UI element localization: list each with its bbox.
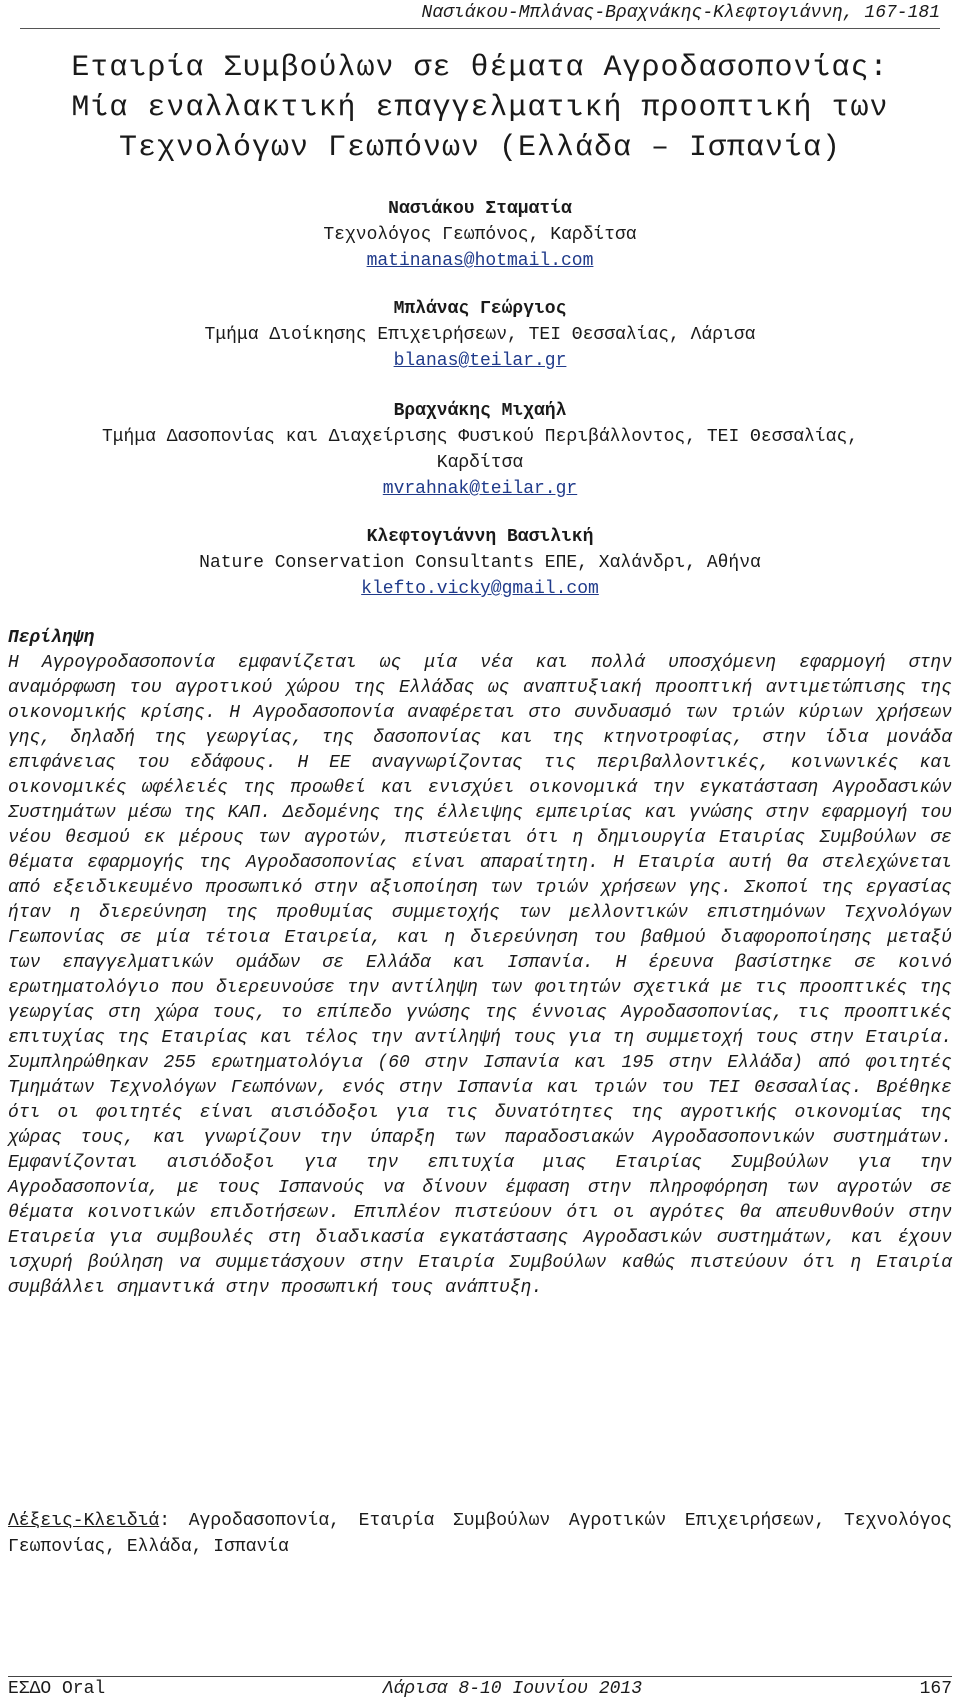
author-affiliation: Nature Conservation Consultants ΕΠΕ, Χαλάνδρι, Αθήνα [199, 553, 761, 573]
keywords-text: Αγροδασοπονία, Εταιρία Συμβούλων Αγροτικών Επιχειρήσεων, Τεχνολόγος Γεωπονίας, Ελλάδα, Ισπανία [8, 1511, 952, 1557]
author-email-link[interactable]: blanas@teilar.gr [393, 351, 567, 371]
author-affiliation: Τεχνολόγος Γεωπόνος, Καρδίτσα [323, 225, 637, 245]
abstract-text: Η Αγρογροδασοπονία εμφανίζεται ως μία νέα και πολλά υποσχόμενη εφαρμογή στην αναμόρφωση του αγροτικού χώρου της Ελλάδας ως αναπτυξιακή προοπτική αντιμετώπισης της οικονομικής κρίσης. Η Αγροδασοπονία αναφέρεται στο συνδυασμό των τριών κύριων χρήσεων γης, δηλαδή της γεωργίας, της δασοπονίας και της κτηνοτροφίας, στην ίδια μονάδα επιφάνειας του εδάφους. Η ΕΕ αναγνωρίζοντας τις περιβαλλοντικές, κοινωνικές και οικονομικές ωφέλειές της προωθεί και ενισχύει οικονομικά την εγκατάσταση Αγροδασικών Συστημάτων μέσω της ΚΑΠ. Δεδομένης της έλλειψης εμπειρίας και γνώσης στην εφαρμογή του νέου θεσμού εκ μέρους των αγροτών, πιστεύεται ότι η δημιουργία Εταιρίας Συμβούλων σε θέματα εφαρμογής της Αγροδασοπονίας είναι απαραίτητη. Η Εταιρία αυτή θα στελεχώνεται από εξειδικευμένο προσωπικό στην αξιοποίηση των τριών χρήσεων γης. Σκοποί της εργασίας ήταν η διερεύνηση της προθυμίας συμμετοχής των μελλοντικών επιστημόνων Τεχνολόγων Γεωπονίας σε μία τέτοια Εταιρεία, και η διερεύνηση του βαθμού διαφοροποίησης μεταξύ των επαγγελματικών ομάδων σε Ελλάδα και Ισπανία. Η έρευνα βασίστηκε σε κοινό ερωτηματολόγιο που διερευνούσε την αντίληψη των φοιτητών σχετικά με τις προοπτικές της γεωργίας στη χώρα τους, το επίπεδο γνώσης της έννοιας Αγροδασοπονίας, τις προοπτικές επιτυχίας της Εταιρίας και τέλος την αντίληψή τους για τη συμμετοχή τους στην Εταιρία. Συμπληρώθηκαν 255 ερωτηματολόγια (60 στην Ισπανία και 195 στην Ελλάδα) από φοιτητές Τμημάτων Τεχνολόγων Γεωπόνων, ενός στην Ισπανία και τριών του ΤΕΙ Θεσσαλίας. Βρέθηκε ότι οι φοιτητές είναι αισιόδοξοι για τις δυνατότητες της αγροτικής οικονομίας της χώρας τους, και γνωρίζουν την ύπαρξη των παραδοσιακών Αγροδασοπονικών συστημάτων. Εμφανίζονται αισιόδοξοι για την επιτυχία μιας Εταιρίας Συμβούλων για την Αγροδασοπονία, με τους Ισπανούς να δίνουν έμφαση στην πληροφόρηση των αγροτών σε θέματα κοινοτικών επιδοτήσεων. Επιπλέον πιστεύουν ότι οι αγρότες θα απευθυνθούν στην Εταιρεία για συμβουλές στη διαδικασία εγκατάστασης Αγροδασικών συστημάτων, και έχουν ισχυρή βούληση να συμμετάσχουν στην Εταιρία Συμβούλων καθώς πιστεύουν ότι η Εταιρία συμβάλλει σημαντικά στην προσωπική τους ανάπτυξη. [8, 653, 952, 1298]
keywords-label: Λέξεις-Κλειδιά [8, 1511, 160, 1531]
author-name: Νασιάκου Σταματία [388, 199, 572, 219]
author-block-2 [0, 296, 960, 374]
author-block-4 [0, 524, 960, 602]
footer-divider [8, 1676, 952, 1677]
author-email-link[interactable]: klefto.vicky@gmail.com [361, 579, 599, 599]
author-email-link[interactable]: mvrahnak@teilar.gr [382, 479, 578, 499]
author-block-1 [0, 196, 960, 274]
footer-conference: ΕΣΔΟ Oral [8, 1679, 106, 1699]
author-affiliation: Τμήμα Δασοπονίας και Διαχείρισης Φυσικού Περιβάλλοντος, ΤΕΙ Θεσσαλίας, Καρδίτσα [101, 427, 859, 473]
page-footer [8, 1678, 952, 1700]
author-name: Βραχνάκης Μιχαήλ [393, 401, 567, 421]
author-name: Μπλάνας Γεώργιος [393, 299, 567, 319]
title-line-3: Τεχνολόγων Γεωπόνων (Ελλάδα – Ισπανία) [118, 131, 842, 165]
paper-title [0, 48, 960, 168]
author-block-3 [0, 398, 960, 502]
footer-venue-date: Λάρισα 8-10 Ιουνίου 2013 [382, 1679, 643, 1699]
title-line-1: Εταιρία Συμβούλων σε θέματα Αγροδασοπονίας: [71, 51, 889, 85]
abstract-heading: Περίληψη [8, 628, 95, 648]
running-head: Νασιάκου-Μπλάνας-Βραχνάκης-Κλεφτογιάννη, 167-181 [20, 0, 940, 29]
page-number: 167 [919, 1679, 952, 1699]
title-line-2: Μία εναλλακτική επαγγελματική προοπτική των [71, 91, 889, 125]
author-name: Κλεφτογιάννη Βασιλική [366, 527, 594, 547]
keywords-paragraph [8, 1508, 952, 1560]
author-email-link[interactable]: matinanas@hotmail.com [366, 251, 594, 271]
author-affiliation: Τμήμα Διοίκησης Επιχειρήσεων, ΤΕΙ Θεσσαλίας, Λάρισα [204, 325, 756, 345]
keywords-colon: : [159, 1511, 189, 1531]
